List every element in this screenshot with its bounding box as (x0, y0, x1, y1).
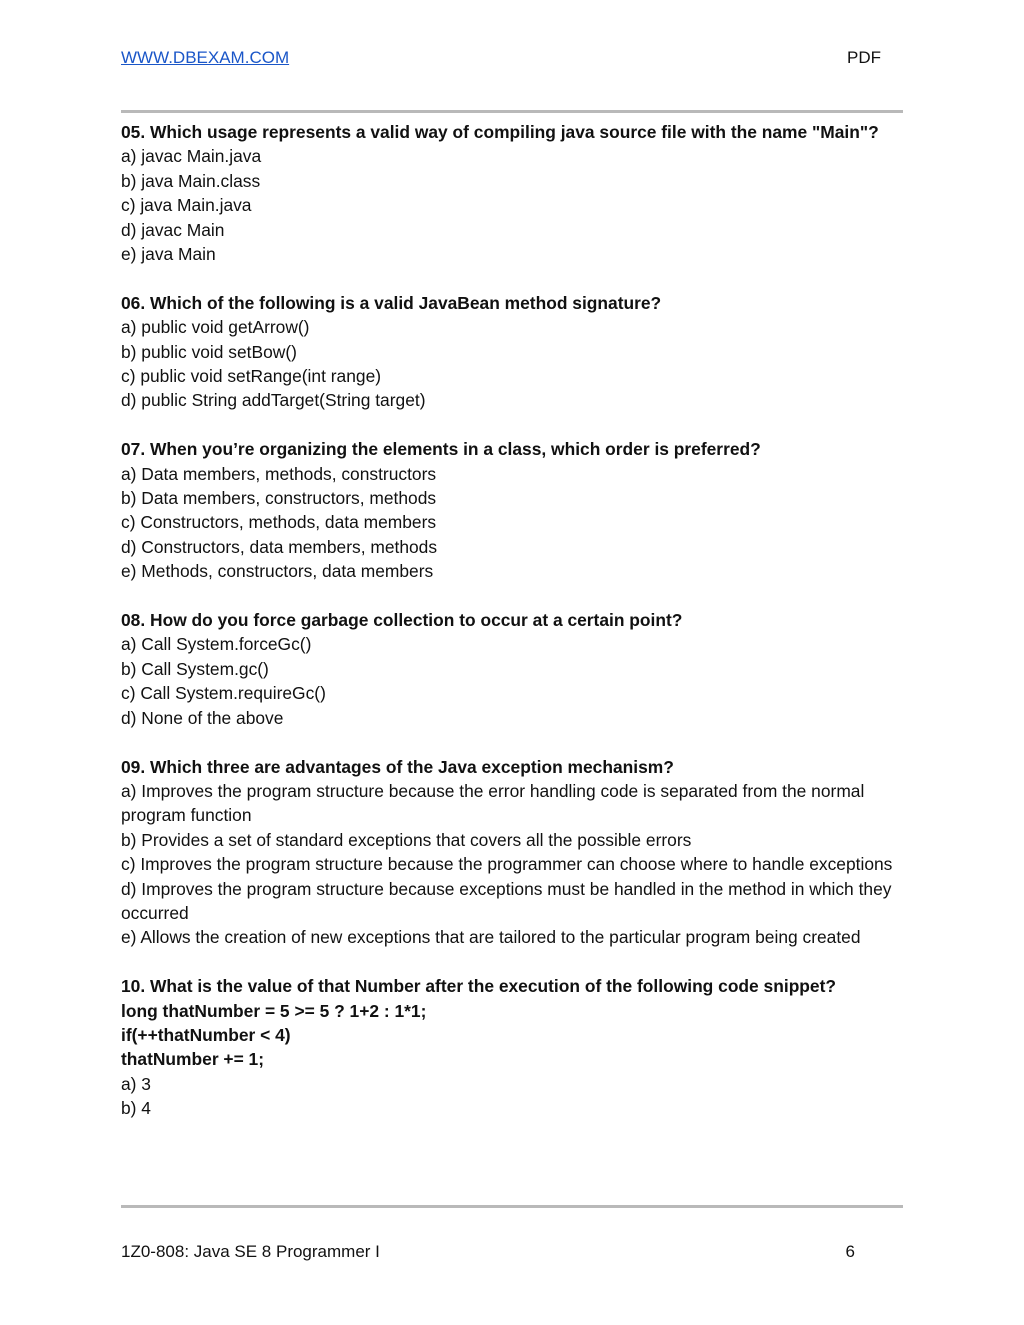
question-title: 07. When you’re organizing the elements in a class, which order is preferred? (121, 439, 761, 460)
question-07 (121, 437, 903, 583)
option-a: a) Data members, methods, constructors (121, 463, 437, 484)
exam-title: 1Z0-808: Java SE 8 Programmer I (121, 1242, 380, 1261)
question-title: 08. How do you force garbage collection to occur at a certain point? (121, 610, 683, 631)
footer-divider (121, 1205, 903, 1208)
question-title: 09. Which three are advantages of the Java exception mechanism? (121, 756, 674, 777)
code-line: if(++thatNumber < 4) (121, 1024, 291, 1045)
option-c: c) public void setRange(int range) (121, 366, 382, 387)
option-d: d) None of the above (121, 707, 284, 728)
question-title: 05. Which usage represents a valid way of compiling java source file with the name "Main"? (121, 122, 879, 142)
option-c: c) Improves the program structure because the programmer can choose where to handle exceptions (121, 854, 893, 875)
option-b: b) public void setBow() (121, 341, 297, 362)
question-title: 06. Which of the following is a valid JavaBean method signature? (121, 292, 662, 313)
page-header (121, 48, 881, 72)
option-b: b) Provides a set of standard exceptions that covers all the possible errors (121, 829, 692, 850)
option-d: d) javac Main (121, 219, 225, 240)
option-a: a) Improves the program structure because the error handling code is separated from the normal program function (121, 780, 865, 826)
option-d: d) Constructors, data members, methods (121, 536, 438, 557)
question-09 (121, 755, 903, 950)
option-a: a) public void getArrow() (121, 317, 310, 338)
option-a: a) Call System.forceGc() (121, 634, 312, 655)
option-a: a) javac Main.java (121, 146, 262, 167)
option-a: a) 3 (121, 1073, 151, 1094)
page-footer (121, 1242, 855, 1266)
site-link[interactable]: WWW.DBEXAM.COM (121, 48, 290, 67)
question-06 (121, 291, 903, 413)
header-divider (121, 110, 903, 113)
question-title: 10. What is the value of that Number after the execution of the following code snippet? (121, 976, 837, 997)
option-d: d) Improves the program structure because exceptions must be handled in the method in which they occurred (121, 878, 892, 923)
option-c: c) Call System.requireGc() (121, 683, 326, 704)
option-e: e) java Main (121, 244, 216, 265)
option-b: b) java Main.class (121, 170, 261, 191)
option-e: e) Allows the creation of new exceptions that are tailored to the particular program being created (121, 927, 861, 948)
format-label: PDF (847, 48, 881, 67)
option-b: b) Data members, constructors, methods (121, 488, 437, 509)
question-08 (121, 608, 903, 730)
option-c: c) java Main.java (121, 195, 252, 216)
option-d: d) public String addTarget(String target) (121, 390, 426, 411)
question-10 (121, 974, 903, 1120)
question-05 (121, 120, 903, 266)
question-list (121, 120, 903, 1145)
option-e: e) Methods, constructors, data members (121, 561, 434, 582)
code-line: thatNumber += 1; (121, 1049, 265, 1070)
option-b: b) 4 (121, 1098, 151, 1119)
code-line: long thatNumber = 5 >= 5 ? 1+2 : 1*1; (121, 1000, 427, 1021)
option-b: b) Call System.gc() (121, 658, 269, 679)
option-c: c) Constructors, methods, data members (121, 512, 437, 533)
page-number: 6 (845, 1242, 855, 1261)
